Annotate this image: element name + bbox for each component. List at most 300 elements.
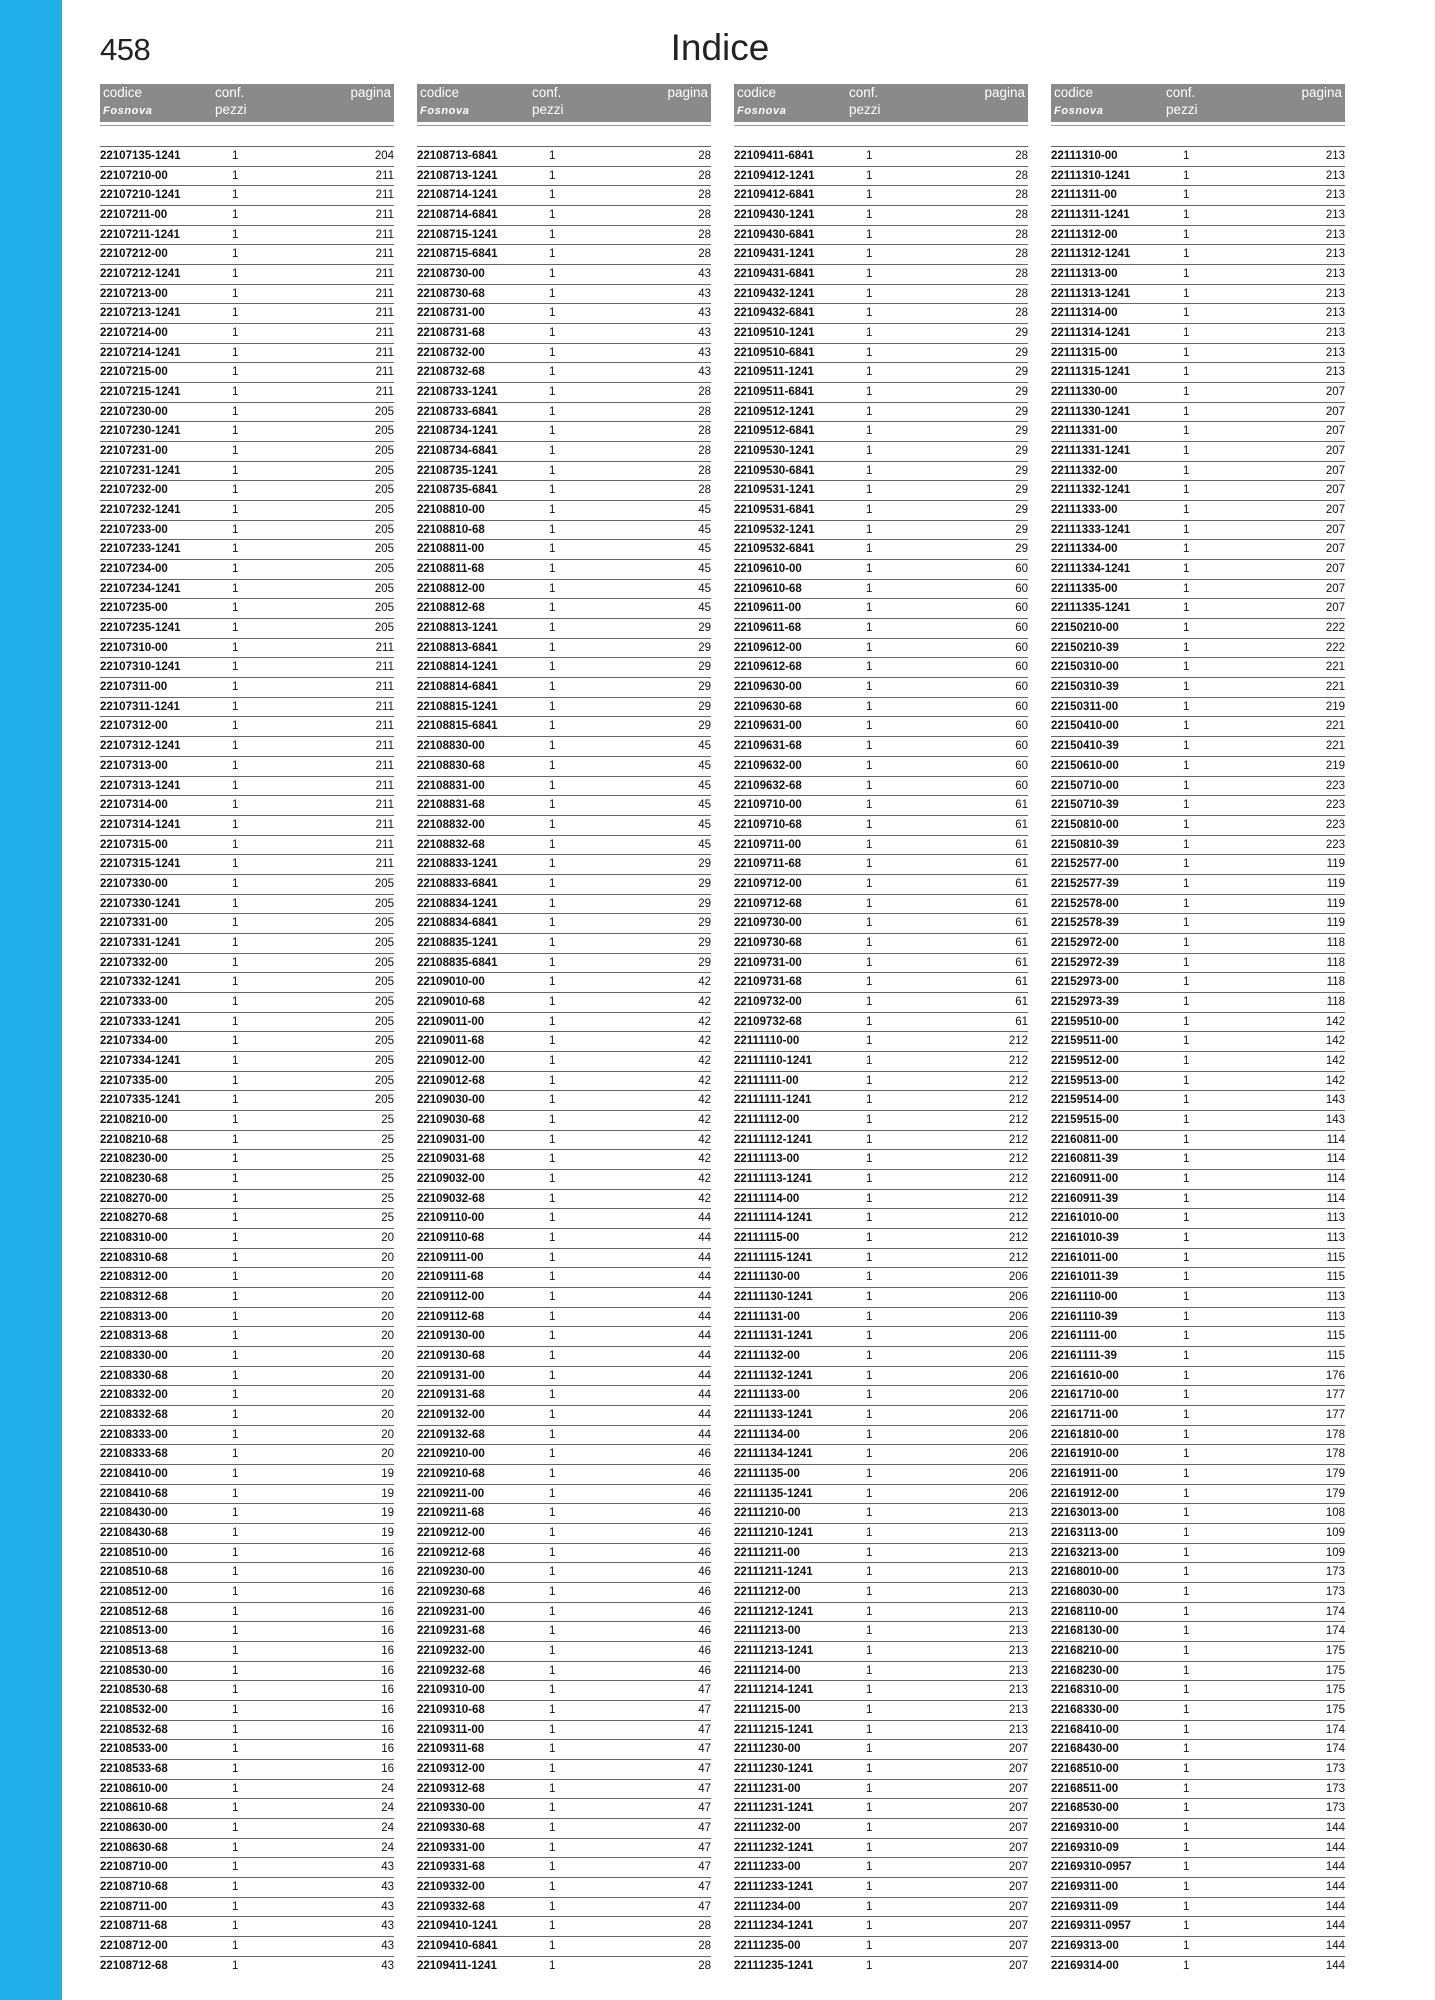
row-code: 22111111-00 [734,1074,799,1087]
index-row [100,795,394,815]
row-page: 175 [1325,1704,1345,1717]
row-code: 22108811-00 [417,543,485,556]
row-page: 47 [698,1684,711,1697]
row-code: 22109230-68 [417,1586,485,1599]
row-conf: 1 [549,425,556,438]
row-conf: 1 [866,799,873,812]
row-conf: 1 [549,1802,556,1815]
row-conf: 1 [232,346,239,359]
row-page: 119 [1326,897,1345,910]
index-row [1051,1031,1345,1051]
row-conf: 1 [549,1763,556,1776]
index-row [100,579,394,599]
row-conf: 1 [1183,602,1190,615]
row-code: 22108533-00 [100,1743,168,1756]
row-page: 142 [1325,1035,1345,1048]
row-conf: 1 [549,1645,556,1658]
row-code: 22111134-1241 [734,1448,813,1461]
row-code: 22168310-00 [1051,1684,1119,1697]
row-page: 28 [698,1940,711,1953]
row-code: 22108210-00 [100,1113,168,1126]
row-conf: 1 [1183,1920,1190,1933]
index-row [734,815,1028,835]
index-row [1051,795,1345,815]
row-conf: 1 [866,1369,873,1382]
index-row [1051,1051,1345,1071]
row-page: 43 [698,366,711,379]
row-conf: 1 [232,1212,239,1225]
row-code: 22161810-00 [1051,1428,1119,1441]
row-page: 45 [698,759,711,772]
index-row [1051,441,1345,461]
row-page: 212 [1008,1172,1028,1185]
row-page: 29 [698,622,711,635]
row-code: 22107231-1241 [100,464,181,477]
index-row [1051,913,1345,933]
index-row [417,776,711,796]
row-conf: 1 [1183,209,1190,222]
index-row [100,1857,394,1877]
index-row [417,1071,711,1091]
row-conf: 1 [232,150,239,162]
row-page: 60 [1015,720,1028,733]
row-code: 22107312-1241 [100,740,181,753]
row-code: 22107235-1241 [100,622,181,635]
row-conf: 1 [1183,622,1190,635]
index-row [1051,1582,1345,1602]
row-page: 212 [1008,1153,1028,1166]
index-row [734,323,1028,343]
row-page: 205 [374,582,394,595]
row-code: 22107334-00 [100,1035,168,1048]
row-code: 22109330-00 [417,1802,485,1815]
header-code-label: codice [420,85,460,100]
row-conf: 1 [1183,1231,1190,1244]
row-page: 47 [698,1743,711,1756]
row-page: 60 [1015,779,1028,792]
index-row [417,1130,711,1150]
row-conf: 1 [1183,268,1190,281]
index-row [417,244,711,264]
row-code: 22107231-00 [100,445,168,458]
row-code: 22150410-39 [1051,740,1119,753]
index-row [734,1838,1028,1858]
index-row [417,913,711,933]
index-row [100,894,394,914]
row-conf: 1 [232,563,239,576]
index-row [100,284,394,304]
row-conf: 1 [232,1802,239,1815]
row-code: 22109131-00 [417,1369,485,1382]
row-code: 22108835-6841 [417,956,498,969]
index-row [1051,618,1345,638]
row-page: 61 [1015,858,1028,871]
row-code: 22169311-09 [1051,1900,1119,1913]
row-page: 213 [1008,1704,1028,1717]
row-conf: 1 [232,897,239,910]
row-code: 22109331-00 [417,1841,485,1854]
row-code: 22109730-68 [734,936,802,949]
index-row [1051,244,1345,264]
row-conf: 1 [866,1192,873,1205]
row-code: 22109632-00 [734,759,802,772]
row-code: 22108270-00 [100,1192,168,1205]
row-code: 22111334-00 [1051,543,1118,556]
row-code: 22111130-00 [734,1271,800,1284]
row-page: 28 [698,169,711,182]
row-conf: 1 [232,464,239,477]
index-row [417,520,711,540]
row-page: 43 [381,1881,394,1894]
row-code: 22108814-1241 [417,661,498,674]
row-code: 22107234-00 [100,563,168,576]
row-conf: 1 [549,1074,556,1087]
row-code: 22109731-00 [734,956,802,969]
row-page: 45 [698,504,711,517]
row-page: 46 [698,1507,711,1520]
row-page: 28 [698,209,711,222]
row-code: 22108832-00 [417,818,485,831]
row-page: 42 [698,1035,711,1048]
row-conf: 1 [1183,1074,1190,1087]
index-row [734,598,1028,618]
row-page: 119 [1326,877,1345,890]
index-row [417,854,711,874]
index-row [100,1405,394,1425]
row-page: 207 [1325,602,1345,615]
row-code: 22108734-6841 [417,445,498,458]
index-row [100,953,394,973]
row-page: 45 [698,563,711,576]
row-page: 20 [381,1251,394,1264]
row-conf: 1 [232,1664,239,1677]
row-conf: 1 [866,1271,873,1284]
row-conf: 1 [232,1251,239,1264]
index-row [734,657,1028,677]
row-conf: 1 [866,1802,873,1815]
row-page: 42 [698,1113,711,1126]
index-row [734,1562,1028,1582]
index-row [417,1503,711,1523]
row-code: 22111110-1241 [734,1054,813,1067]
row-page: 29 [1015,464,1028,477]
index-row [734,362,1028,382]
row-conf: 1 [866,209,873,222]
row-code: 22108512-00 [100,1586,168,1599]
row-conf: 1 [1183,228,1190,241]
row-code: 22111212-1241 [734,1605,814,1618]
index-row [417,362,711,382]
row-page: 28 [698,425,711,438]
index-row [417,1110,711,1130]
row-code: 22108330-00 [100,1349,168,1362]
row-page: 207 [1325,464,1345,477]
row-code: 22161111-00 [1051,1330,1117,1343]
index-row [417,1326,711,1346]
row-page: 29 [698,897,711,910]
index-row [100,264,394,284]
row-code: 22109132-00 [417,1409,485,1421]
row-code: 22109611-00 [734,602,802,615]
index-row [100,441,394,461]
row-page: 25 [381,1113,394,1126]
row-code: 22108715-6841 [417,248,498,261]
row-code: 22108812-00 [417,582,485,595]
index-row [100,657,394,677]
row-conf: 1 [866,1172,873,1185]
row-page: 211 [375,661,394,674]
index-row [1051,1720,1345,1740]
index-row [100,1523,394,1543]
index-row [100,1621,394,1641]
header-pezzi-label: pezzi [1166,102,1198,117]
row-conf: 1 [549,1586,556,1599]
row-code: 22109010-68 [417,995,485,1008]
row-code: 22109212-68 [417,1546,485,1559]
row-conf: 1 [232,936,239,949]
row-page: 113 [1326,1310,1345,1323]
index-row [1051,894,1345,914]
index-row [734,1031,1028,1051]
row-code: 22109231-68 [417,1625,485,1638]
row-code: 22108313-00 [100,1310,168,1323]
row-page: 211 [375,307,394,320]
row-conf: 1 [549,1035,556,1048]
row-conf: 1 [549,1231,556,1244]
index-row [1051,1543,1345,1563]
row-conf: 1 [866,1605,873,1618]
row-conf: 1 [232,1074,239,1087]
row-page: 205 [374,976,394,989]
row-conf: 1 [1183,917,1190,930]
row-conf: 1 [232,1684,239,1697]
index-row [1051,1071,1345,1091]
row-page: 16 [381,1546,394,1559]
row-conf: 1 [232,641,239,654]
index-row [1051,225,1345,245]
row-conf: 1 [232,1310,239,1323]
row-conf: 1 [866,641,873,654]
row-code: 22107314-00 [100,799,168,812]
row-code: 22109232-68 [417,1664,485,1677]
row-page: 28 [698,445,711,458]
row-page: 60 [1015,622,1028,635]
row-code: 22152972-00 [1051,936,1119,949]
row-page: 211 [375,386,394,399]
index-row [734,480,1028,500]
index-row [1051,1169,1345,1189]
row-code: 22107232-00 [100,484,168,497]
index-row [417,1090,711,1110]
row-code: 22107315-1241 [100,858,181,871]
row-code: 22107213-1241 [100,307,181,320]
index-row [1051,716,1345,736]
index-row [100,185,394,205]
row-page: 19 [381,1527,394,1540]
row-code: 22108730-00 [417,268,485,281]
index-row [417,1661,711,1681]
row-conf: 1 [232,189,239,202]
row-page: 206 [1008,1428,1028,1441]
row-conf: 1 [866,327,873,340]
index-row [417,1621,711,1641]
index-row [734,1661,1028,1681]
row-code: 22109512-1241 [734,405,815,418]
row-conf: 1 [1183,1586,1190,1599]
row-conf: 1 [232,1133,239,1146]
row-conf: 1 [866,1546,873,1559]
row-conf: 1 [1183,543,1190,556]
index-row [1051,362,1345,382]
row-code: 22108430-68 [100,1527,168,1540]
row-page: 29 [1015,484,1028,497]
row-page: 205 [374,622,394,635]
index-row [100,402,394,422]
index-row [100,343,394,363]
row-page: 29 [1015,366,1028,379]
row-code: 22109111-68 [417,1271,484,1284]
row-code: 22150810-00 [1051,818,1119,831]
row-conf: 1 [549,858,556,871]
column-header [734,84,1028,122]
index-row [100,697,394,717]
row-page: 118 [1326,995,1345,1008]
row-code: 22109211-68 [417,1507,485,1520]
row-page: 144 [1325,1940,1345,1953]
index-row [417,697,711,717]
row-conf: 1 [232,720,239,733]
row-conf: 1 [549,779,556,792]
row-conf: 1 [866,1448,873,1461]
row-code: 22107210-1241 [100,189,181,202]
row-conf: 1 [232,248,239,261]
index-row [734,343,1028,363]
row-page: 44 [698,1251,711,1264]
row-conf: 1 [232,209,239,222]
row-page: 211 [375,366,394,379]
row-code: 22109412-1241 [734,169,815,182]
row-code: 22107230-1241 [100,425,181,438]
row-page: 28 [1015,268,1028,281]
row-code: 22111112-00 [734,1113,800,1126]
row-code: 22163113-00 [1051,1527,1119,1540]
row-code: 22109232-00 [417,1645,485,1658]
row-conf: 1 [549,1192,556,1205]
index-row [100,1090,394,1110]
index-row [417,1720,711,1740]
row-code: 22109012-00 [417,1054,485,1067]
row-conf: 1 [232,484,239,497]
row-code: 22107210-00 [100,169,168,182]
header-conf-label: conf. [532,85,562,100]
row-code: 22108532-68 [100,1723,168,1736]
row-code: 22108630-00 [100,1822,168,1835]
row-conf: 1 [232,1271,239,1284]
index-row [417,500,711,520]
row-conf: 1 [1183,995,1190,1008]
row-code: 22111133-1241 [734,1409,813,1421]
row-code: 22111315-00 [1051,346,1118,359]
row-conf: 1 [232,169,239,182]
row-conf: 1 [549,189,556,202]
row-conf: 1 [1183,1881,1190,1894]
row-code: 22109632-68 [734,779,802,792]
row-code: 22107135-1241 [100,150,181,162]
row-code: 22108830-00 [417,740,485,753]
row-page: 20 [381,1409,394,1421]
row-page: 144 [1325,1900,1345,1913]
index-row [417,539,711,559]
row-page: 44 [698,1310,711,1323]
index-row [734,1071,1028,1091]
row-code: 22111113-1241 [734,1172,813,1185]
index-row [417,1405,711,1425]
row-code: 22111131-1241 [734,1330,813,1343]
index-row [1051,953,1345,973]
index-row [417,1287,711,1307]
index-row [417,1189,711,1209]
row-conf: 1 [549,1881,556,1894]
row-conf: 1 [549,1861,556,1874]
index-row [100,1208,394,1228]
row-conf: 1 [549,1822,556,1835]
index-row [734,1110,1028,1130]
row-code: 22107233-00 [100,523,168,536]
row-page: 45 [698,523,711,536]
index-row [734,461,1028,481]
row-code: 22111335-1241 [1051,602,1131,615]
row-conf: 1 [866,1310,873,1323]
row-conf: 1 [866,169,873,182]
row-conf: 1 [549,1369,556,1382]
row-code: 22109311-68 [417,1743,485,1756]
index-row [1051,1425,1345,1445]
row-page: 206 [1008,1448,1028,1461]
row-code: 22109610-68 [734,582,802,595]
index-row [100,815,394,835]
index-row [1051,1110,1345,1130]
row-page: 213 [1325,327,1345,340]
row-conf: 1 [866,1231,873,1244]
index-row [1051,323,1345,343]
index-row [734,1464,1028,1484]
row-page: 142 [1325,1074,1345,1087]
row-code: 22163013-00 [1051,1507,1119,1520]
row-code: 22109431-6841 [734,268,815,281]
row-page: 206 [1008,1290,1028,1303]
row-code: 22111115-00 [734,1231,800,1244]
row-page: 174 [1325,1625,1345,1638]
header-code-label: codice [737,85,777,100]
row-page: 61 [1015,818,1028,831]
row-code: 22150610-00 [1051,759,1119,772]
row-code: 22108312-68 [100,1290,168,1303]
column-header [100,84,394,122]
row-page: 42 [698,1094,711,1107]
row-conf: 1 [866,386,873,399]
index-row [1051,1484,1345,1504]
row-code: 22108834-6841 [417,917,498,930]
row-code: 22161110-00 [1051,1290,1118,1303]
index-row [100,736,394,756]
row-page: 205 [374,877,394,890]
row-page: 29 [1015,405,1028,418]
row-page: 205 [374,917,394,930]
row-conf: 1 [1183,1468,1190,1481]
row-page: 213 [1325,228,1345,241]
row-conf: 1 [232,327,239,340]
row-conf: 1 [866,1920,873,1933]
